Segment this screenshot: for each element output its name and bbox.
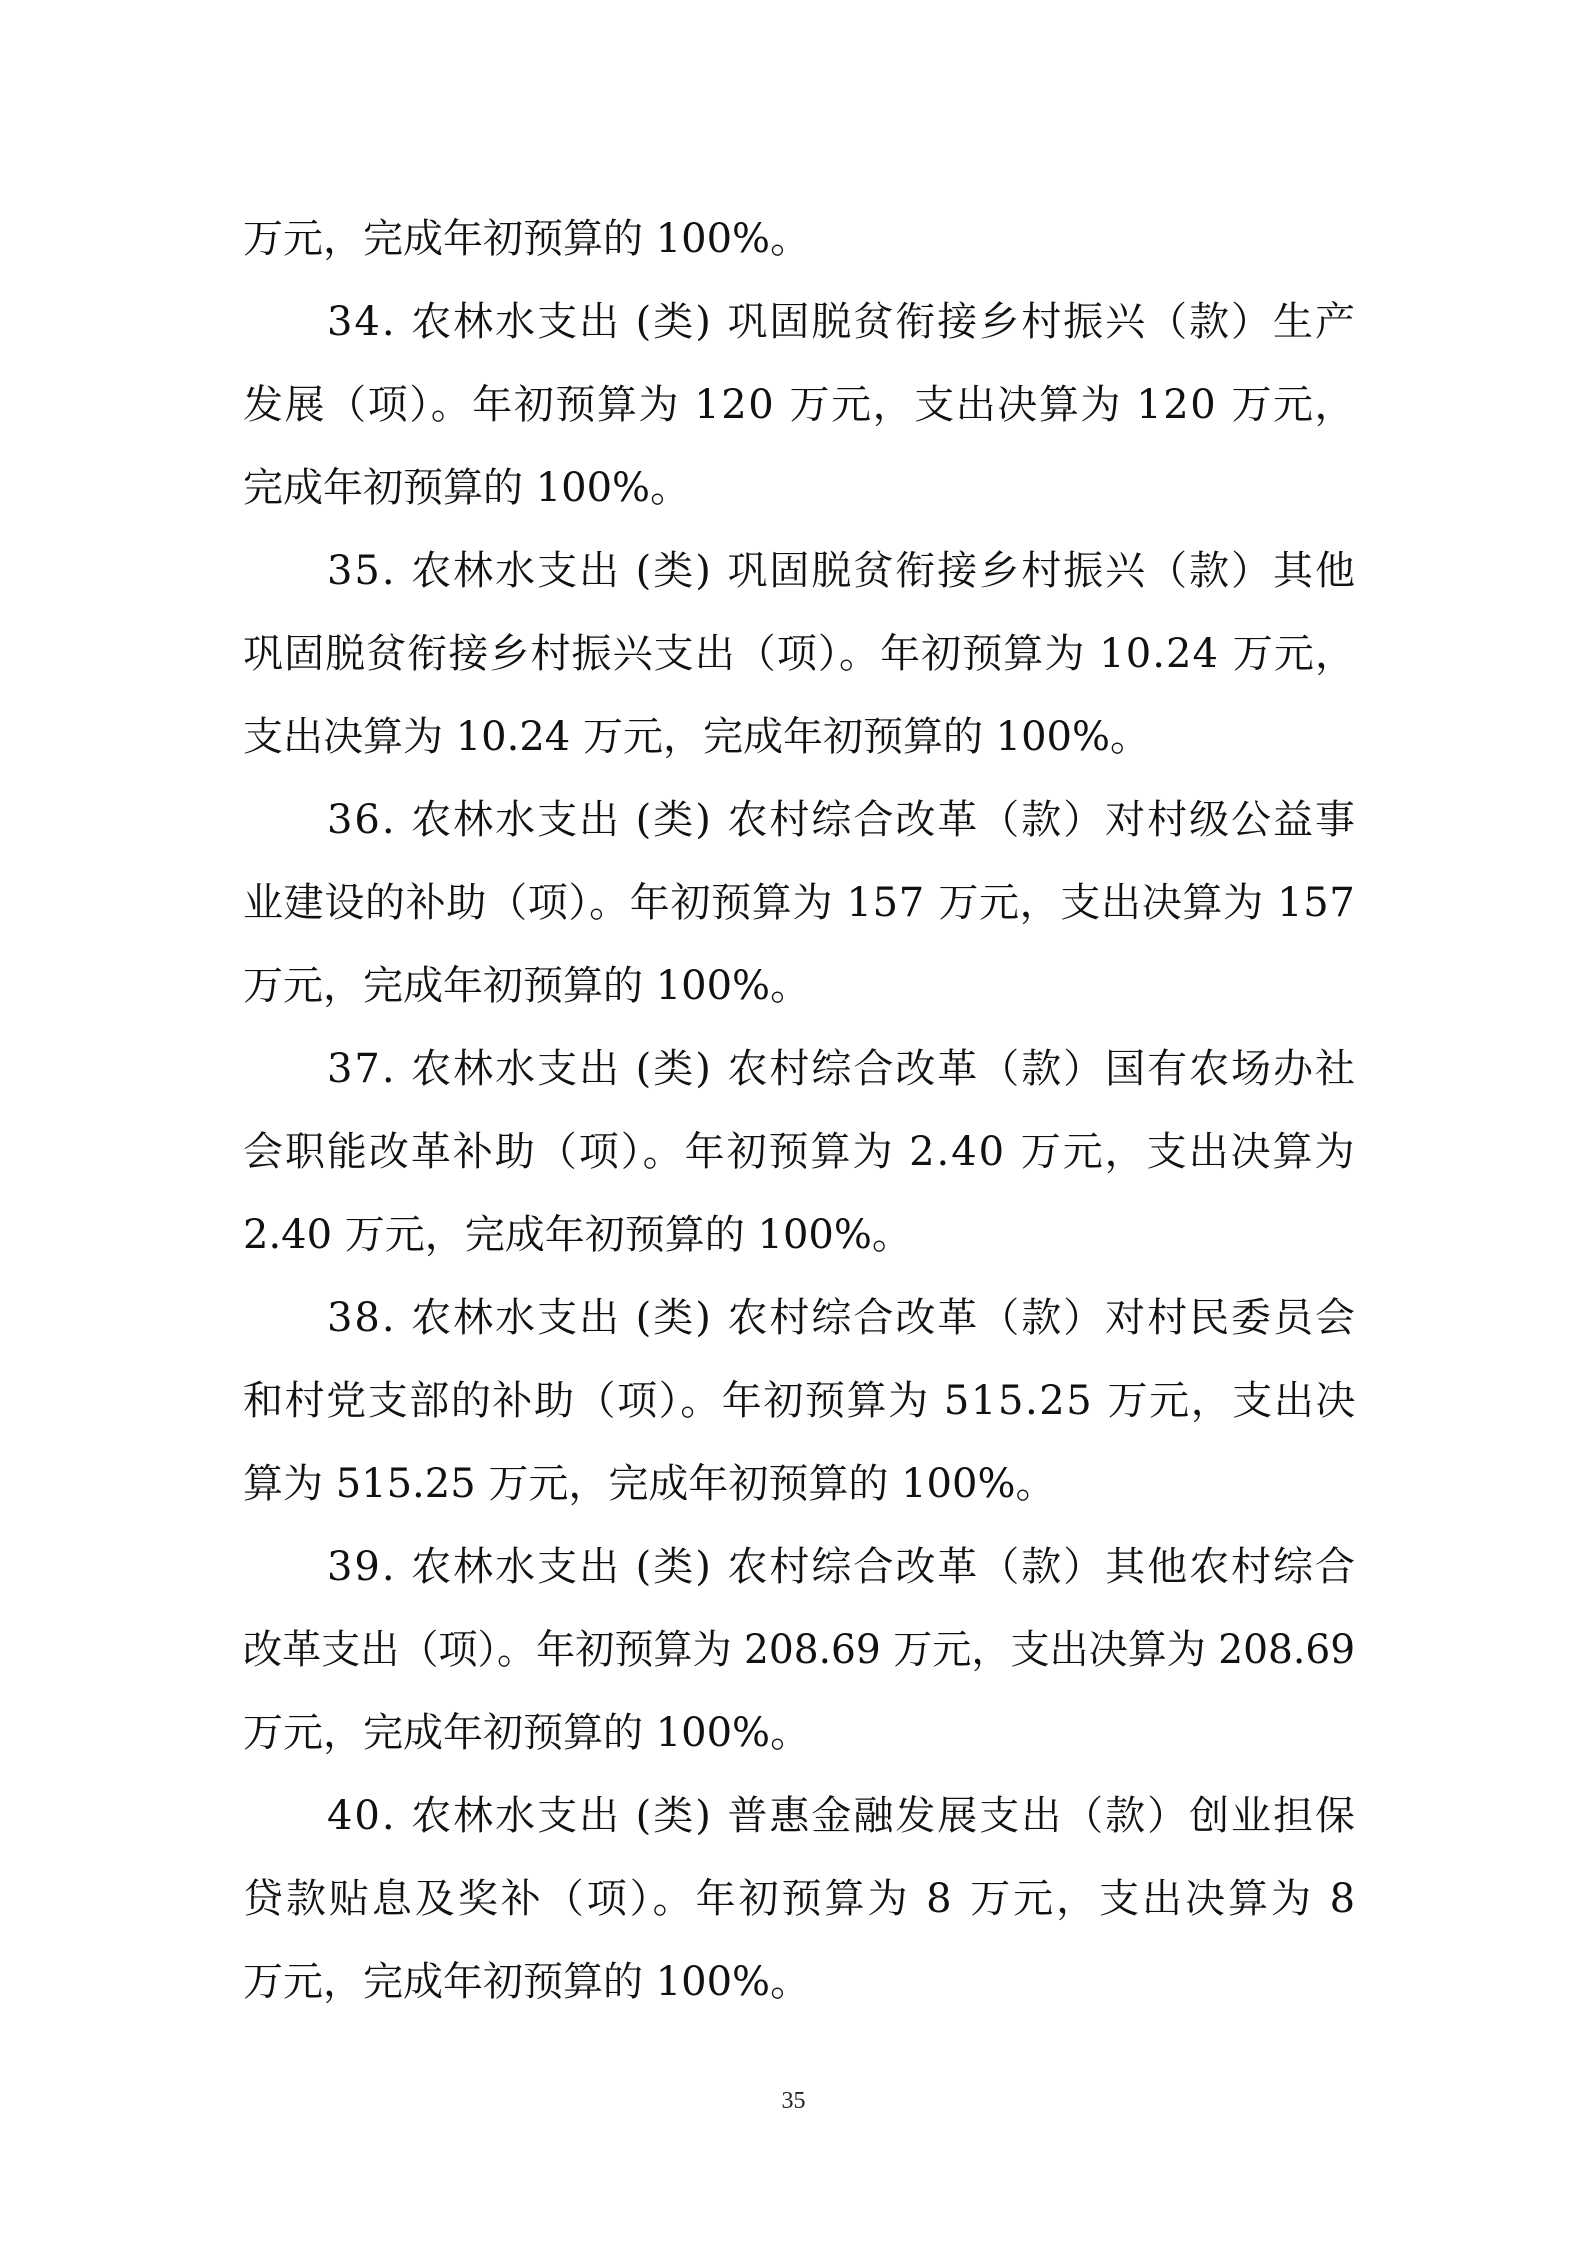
paragraph-34-line-3: [243, 447, 1355, 530]
paragraph-34-line-2: [243, 364, 1355, 447]
line-text: 算为 515.25 万元，完成年初预算的 100%。: [243, 1461, 1056, 1507]
paragraph-36-line-3: [243, 945, 1355, 1028]
line-text: 完成年初预算的 100%。: [243, 465, 691, 511]
continuation-text: 万元，完成年初预算的 100%。: [243, 216, 811, 262]
line-text: 和村党支部的补助（项）。年初预算为 515.25 万元，支出决: [243, 1378, 1357, 1424]
paragraph-35-line-3: [243, 696, 1355, 779]
paragraph-36-line-2: [243, 862, 1355, 945]
line-text: 贷款贴息及奖补（项）。年初预算为 8 万元，支出决算为 8: [243, 1876, 1359, 1922]
paragraph-39-line-3: [243, 1692, 1355, 1775]
line-text: 巩固脱贫衔接乡村振兴支出（项）。年初预算为 10.24 万元，: [243, 631, 1357, 677]
line-text: 37. 农林水支出 (类) 农村综合改革（款）国有农场办社: [327, 1046, 1357, 1092]
paragraph-38-line-3: [243, 1443, 1355, 1526]
line-text: 万元，完成年初预算的 100%。: [243, 1959, 811, 2005]
paragraph-35-line-1: [243, 530, 1355, 613]
paragraph-39-line-1: [243, 1526, 1355, 1609]
paragraph-36-line-1: [243, 779, 1355, 862]
body-text: [243, 198, 1359, 2024]
line-text: 发展（项）。年初预算为 120 万元，支出决算为 120 万元，: [243, 382, 1357, 428]
paragraph-40-line-1: [243, 1775, 1355, 1858]
paragraph-40-line-3: [243, 1941, 1355, 2024]
line-text: 改革支出（项）。年初预算为 208.69 万元，支出决算为 208.69: [243, 1627, 1356, 1673]
continuation-line: [243, 198, 1355, 281]
line-text: 34. 农林水支出 (类) 巩固脱贫衔接乡村振兴（款）生产: [327, 299, 1357, 345]
page-number: 35: [781, 2088, 806, 2114]
paragraph-39-line-2: [243, 1609, 1355, 1692]
line-text: 36. 农林水支出 (类) 农村综合改革（款）对村级公益事: [327, 797, 1357, 843]
paragraph-38-line-1: [243, 1277, 1355, 1360]
line-text: 38. 农林水支出 (类) 农村综合改革（款）对村民委员会: [327, 1295, 1357, 1341]
line-text: 2.40 万元，完成年初预算的 100%。: [243, 1212, 912, 1258]
line-text: 35. 农林水支出 (类) 巩固脱贫衔接乡村振兴（款）其他: [327, 548, 1357, 594]
line-text: 40. 农林水支出 (类) 普惠金融发展支出（款）创业担保: [327, 1793, 1357, 1839]
paragraph-38-line-2: [243, 1360, 1355, 1443]
paragraph-37-line-2: [243, 1111, 1355, 1194]
line-text: 万元，完成年初预算的 100%。: [243, 1710, 811, 1756]
line-text: 支出决算为 10.24 万元，完成年初预算的 100%。: [243, 714, 1151, 760]
line-text: 万元，完成年初预算的 100%。: [243, 963, 811, 1009]
line-text: 业建设的补助（项）。年初预算为 157 万元，支出决算为 157: [243, 880, 1356, 926]
paragraph-37-line-3: [243, 1194, 1355, 1277]
paragraph-34-line-1: [243, 281, 1355, 364]
paragraph-40-line-2: [243, 1858, 1359, 1941]
paragraph-35-line-2: [243, 613, 1355, 696]
paragraph-37-line-1: [243, 1028, 1355, 1111]
line-text: 39. 农林水支出 (类) 农村综合改革（款）其他农村综合: [327, 1544, 1357, 1590]
line-text: 会职能改革补助（项）。年初预算为 2.40 万元，支出决算为: [243, 1129, 1357, 1175]
